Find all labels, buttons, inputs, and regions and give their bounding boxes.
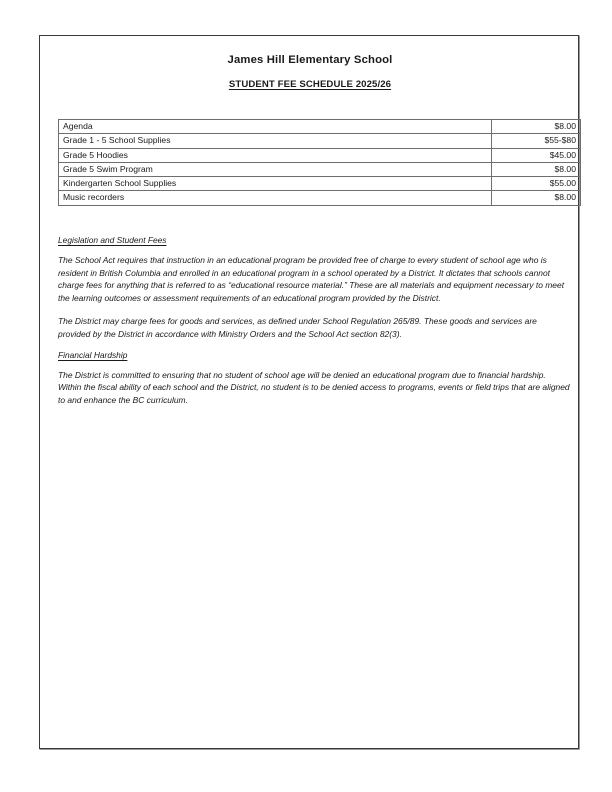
fee-item-name: Music recorders xyxy=(59,191,492,205)
fee-item-name: Grade 5 Swim Program xyxy=(59,162,492,176)
financial-hardship-heading: Financial Hardship xyxy=(58,349,128,360)
financial-hardship-section xyxy=(58,345,570,407)
legislation-heading: Legislation and Student Fees xyxy=(58,235,167,245)
legislation-section xyxy=(58,230,570,341)
fee-item-amount: $45.00 xyxy=(492,148,581,162)
fee-item-name: Grade 1 - 5 School Supplies xyxy=(59,134,492,148)
table-row xyxy=(59,177,581,191)
financial-hardship-paragraph-1: The District is committed to ensuring that no student of school age will be denied an educational program due to financial hardship. Within the fiscal ability of each school and the District, no student is to be denied access to programs, events or field trips that are aligned to and enhance the BC curriculum. xyxy=(58,369,570,405)
fee-item-name: Agenda xyxy=(59,120,492,134)
fee-schedule-table xyxy=(58,119,581,206)
page-subtitle: STUDENT FEE SCHEDULE 2025/26 xyxy=(228,79,392,90)
fee-item-name: Kindergarten School Supplies xyxy=(59,177,492,191)
scanned-page-sheet xyxy=(39,35,579,749)
prose-content xyxy=(58,230,570,406)
table-row xyxy=(59,120,581,134)
table-row xyxy=(59,191,581,205)
fee-item-amount: $55-$80 xyxy=(492,134,581,148)
fee-item-amount: $8.00 xyxy=(492,162,581,176)
table-row xyxy=(59,148,581,162)
fee-item-amount: $8.00 xyxy=(492,191,581,205)
table-row xyxy=(59,134,581,148)
fee-table-body xyxy=(59,120,581,206)
page-title: James Hill Elementary School xyxy=(227,54,393,66)
legislation-paragraph-2: The District may charge fees for goods and services, as defined under School Regulation 265/89. These goods and services are provided by the District in accordance with Ministry Orders and the School Act section 82(3). xyxy=(58,316,537,339)
document-body xyxy=(49,36,576,748)
legislation-paragraph-1: The School Act requires that instruction in an educational program be provided free of charge to every student of school age who is resident in British Columbia and enrolled in an educational program in a school operated by a District. It dictates that schools cannot charge fees for anything that is referred to as “educational resource material.” These are all materials and equipment necessary to meet the learning outcomes or assessment requirements of an educational program provided by the District. xyxy=(58,255,565,303)
fee-item-amount: $55.00 xyxy=(492,177,581,191)
table-row xyxy=(59,162,581,176)
fee-item-name: Grade 5 Hoodies xyxy=(59,148,492,162)
fee-item-amount: $8.00 xyxy=(492,120,581,134)
fee-schedule-table-container xyxy=(58,119,576,206)
